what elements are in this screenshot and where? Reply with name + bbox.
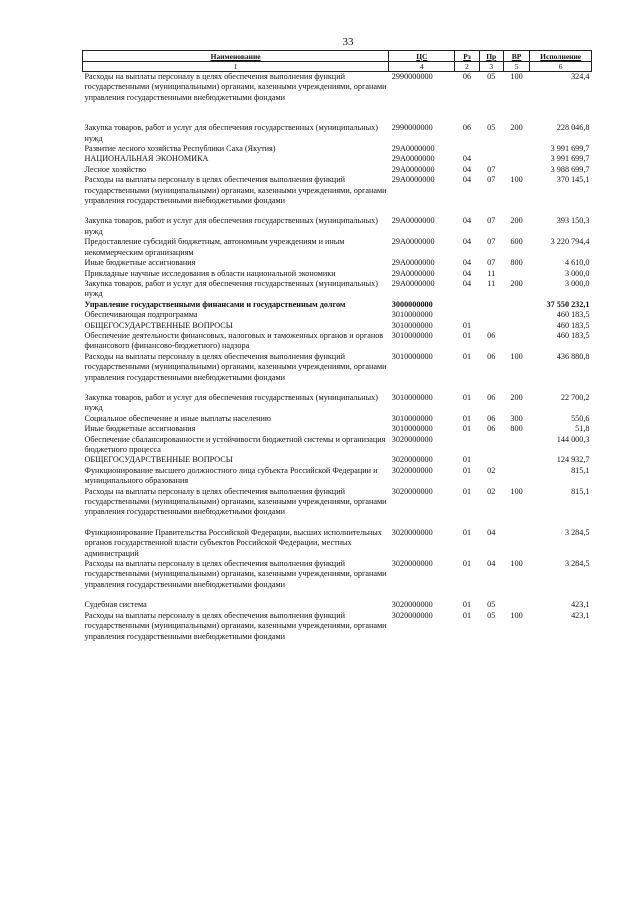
row-cs: 3020000000: [391, 559, 433, 569]
row-spacer: [83, 206, 592, 216]
header-rz: Рз: [455, 51, 479, 62]
row-cs: 29А0000000: [391, 258, 435, 268]
row-pr: 07: [487, 175, 496, 185]
row-name: Предоставление субсидий бюджетным, автономным учреждениям и иным некоммерческим организациям: [84, 237, 345, 257]
table-row: [83, 435, 592, 456]
table-row: [83, 72, 592, 104]
row-vr: 100: [510, 486, 523, 496]
row-spacer: [83, 590, 592, 600]
row-vr: 200: [510, 278, 523, 288]
table-header: [83, 51, 592, 72]
row-vr: 100: [510, 175, 523, 185]
row-exec: 124 932,7: [556, 455, 590, 465]
row-rz: 01: [462, 320, 472, 330]
row-pr: 07: [487, 258, 496, 268]
table-row: [83, 331, 592, 352]
header-num-exec: 6: [530, 62, 592, 72]
table-row: [83, 237, 592, 258]
header-number-row: [83, 62, 592, 72]
row-name: Обеспечивающая подпрограмма: [84, 310, 198, 320]
row-exec: 460 183,5: [556, 310, 590, 320]
row-vr: [503, 600, 529, 610]
row-vr: [503, 435, 529, 456]
row-rz: 04: [462, 237, 472, 247]
row-exec: 460 183,5: [556, 320, 590, 330]
row-name: Развитие лесного хозяйства Республики Саха (Якутия): [84, 144, 276, 154]
row-vr: 100: [510, 610, 523, 620]
row-pr: 06: [487, 424, 496, 434]
table-row: [83, 175, 592, 206]
row-pr: 07: [487, 164, 496, 174]
spacer-cell: [83, 206, 592, 216]
row-vr: 800: [510, 424, 523, 434]
row-rz: 04: [462, 278, 472, 288]
row-pr: 06: [487, 330, 496, 340]
row-rz: 06: [462, 72, 472, 81]
table-row: [83, 165, 592, 175]
table-row: [83, 466, 592, 487]
row-name: Обеспечение сбалансированности и устойчивости бюджетной системы и организация бюджетного процесса: [84, 434, 386, 454]
row-vr: 200: [510, 216, 523, 226]
row-rz: 01: [462, 351, 472, 361]
row-exec: 51,8: [575, 424, 590, 434]
row-cs: 29А0000000: [391, 268, 435, 278]
row-pr: [479, 321, 503, 331]
row-exec: 3 000,0: [564, 278, 590, 288]
row-rz: [455, 310, 479, 320]
row-pr: [479, 144, 503, 154]
row-rz: 01: [462, 527, 472, 537]
row-pr: 05: [487, 610, 496, 620]
table-row: [83, 279, 592, 300]
row-pr: 06: [487, 351, 496, 361]
table-row: [83, 611, 592, 642]
row-pr: [479, 154, 503, 164]
row-name: Управление государственными финансами и государственным долгом: [84, 299, 346, 309]
row-exec: 3 284,5: [564, 527, 590, 537]
row-rz: 01: [462, 455, 472, 465]
row-cs: 3020000000: [391, 527, 433, 537]
header-vr: ВР: [503, 51, 529, 62]
row-cs: 2990000000: [391, 123, 433, 133]
row-cs: 29А0000000: [391, 175, 435, 185]
row-rz: 01: [462, 424, 472, 434]
row-name: Расходы на выплаты персоналу в целях обеспечения выполнения функций государственными (муниципальными) органами, казенными учреждениями, органами управления государственными внебюджетными фондами: [84, 175, 387, 206]
row-rz: 01: [462, 610, 472, 620]
spacer-cell: [83, 113, 592, 123]
row-exec: 436 880,8: [556, 351, 590, 361]
table-row: [83, 321, 592, 331]
row-exec: 393 150,3: [556, 216, 590, 226]
row-cs: 29А0000000: [391, 164, 435, 174]
row-name: Функционирование Правительства Российской Федерации, высших исполнительных органов государственной власти субъектов Российской Федерации, местных администраций: [84, 527, 382, 558]
row-vr: [503, 310, 529, 320]
table-row: [83, 414, 592, 424]
row-rz: [455, 300, 479, 310]
row-vr: [503, 144, 529, 154]
row-pr: 04: [487, 559, 496, 569]
row-exec: 815,1: [571, 465, 590, 475]
header-num-rz: 2: [455, 62, 479, 72]
row-vr: [503, 154, 529, 164]
table-row: [83, 144, 592, 154]
row-vr: [503, 165, 529, 175]
table-row: [83, 258, 592, 268]
row-name: Лесное хозяйство: [84, 164, 147, 174]
row-rz: 01: [462, 465, 472, 475]
row-cs: 3010000000: [391, 413, 433, 423]
row-cs: 3020000000: [391, 610, 433, 620]
row-rz: [455, 435, 479, 456]
row-pr: 06: [487, 392, 496, 402]
spacer-cell: [83, 518, 592, 528]
row-name: Закупка товаров, работ и услуг для обеспечения государственных (муниципальных) нужд: [84, 123, 378, 143]
row-name: ОБЩЕГОСУДАРСТВЕННЫЕ ВОПРОСЫ: [84, 320, 233, 330]
row-cs: 29А0000000: [391, 278, 435, 288]
row-pr: 04: [487, 527, 496, 537]
row-vr: [503, 466, 529, 487]
row-pr: 02: [487, 465, 496, 475]
row-vr: 300: [510, 413, 523, 423]
row-rz: 01: [462, 486, 472, 496]
row-cs: 29А0000000: [391, 216, 435, 226]
row-exec: 3 000,0: [564, 268, 590, 278]
row-rz: 04: [462, 154, 472, 164]
row-cs: 29А0000000: [391, 144, 435, 154]
row-exec: 815,1: [571, 486, 590, 496]
spacer-cell: [83, 590, 592, 600]
row-cs: 29А0000000: [391, 154, 435, 164]
header-exec: Исполнение: [530, 51, 592, 62]
row-pr: 05: [487, 123, 496, 133]
row-pr: 05: [487, 600, 496, 610]
row-pr: 11: [487, 268, 496, 278]
row-cs: 3010000000: [391, 351, 433, 361]
row-pr: [479, 455, 503, 465]
row-pr: [479, 310, 503, 320]
header-num-cs: 4: [389, 62, 455, 72]
row-rz: 01: [462, 330, 472, 340]
row-exec: 228 046,8: [556, 123, 590, 133]
row-spacer: [83, 518, 592, 528]
row-vr: [503, 269, 529, 279]
row-vr: 100: [510, 72, 523, 81]
row-exec: 460 183,5: [556, 330, 590, 340]
table-row: [83, 154, 592, 164]
row-name: Судебная система: [84, 600, 147, 610]
row-name: Обеспечение деятельности финансовых, налоговых и таможенных органов и органов финансового (финансово-бюджетного) надзора: [84, 330, 384, 351]
row-name: Закупка товаров, работ и услуг для обеспечения государственных (муниципальных) нужд: [84, 216, 378, 236]
row-exec: 144 000,3: [556, 434, 590, 444]
row-cs: 3010000000: [391, 320, 433, 330]
table-row: [83, 352, 592, 383]
table-row: [83, 424, 592, 434]
table-row: [83, 559, 592, 590]
row-vr: 200: [510, 392, 523, 402]
header-num-name: 1: [83, 62, 389, 72]
row-name: Прикладные научные исследования в области национальной экономики: [84, 268, 336, 278]
row-exec: 550,6: [571, 413, 590, 423]
header-num-pr: 3: [479, 62, 503, 72]
row-name: Функционирование высшего должностного лица субъекта Российской Федерации и муниципального образования: [84, 465, 378, 486]
row-exec: 324,4: [571, 72, 590, 81]
row-cs: 3020000000: [391, 455, 433, 465]
budget-execution-table: [82, 50, 592, 642]
row-exec: 370 145,1: [556, 175, 590, 185]
row-cs: 3010000000: [391, 330, 433, 340]
row-rz: [455, 144, 479, 154]
row-rz: 01: [462, 392, 472, 402]
row-exec: 22 700,2: [560, 392, 590, 402]
row-vr: [503, 455, 529, 465]
table-row: [83, 393, 592, 414]
row-vr: 100: [510, 559, 523, 569]
row-name: Иные бюджетные ассигнования: [84, 258, 196, 268]
row-cs: 3020000000: [391, 486, 433, 496]
row-vr: 200: [510, 123, 523, 133]
header-name: Наименование: [83, 51, 389, 62]
table-row: [83, 310, 592, 320]
row-pr: 06: [487, 413, 496, 423]
row-vr: 800: [510, 258, 523, 268]
row-exec: 3 991 699,7: [550, 154, 590, 164]
row-cs: 3020000000: [391, 434, 433, 444]
row-spacer: [83, 103, 592, 113]
row-name: Иные бюджетные ассигнования: [84, 424, 196, 434]
row-name: НАЦИОНАЛЬНАЯ ЭКОНОМИКА: [84, 154, 209, 164]
table-row: [83, 487, 592, 518]
header-row: [83, 51, 592, 62]
table-row: [83, 528, 592, 559]
row-name: Расходы на выплаты персоналу в целях обеспечения выполнения функций государственными (муниципальными) органами, казенными учреждениями, органами управления государственными внебюджетными фондами: [84, 486, 387, 517]
row-pr: 11: [487, 278, 496, 288]
row-name: Расходы на выплаты персоналу в целях обеспечения выполнения функций государственными (муниципальными) органами, казенными учреждениями, органами управления государственными внебюджетными фондами: [84, 610, 387, 641]
row-exec: 423,1: [571, 610, 590, 620]
row-name: Социальное обеспечение и иные выплаты населению: [84, 413, 271, 423]
row-name: Расходы на выплаты персоналу в целях обеспечения выполнения функций государственными (муниципальными) органами, казенными учреждениями, органами управления государственными внебюджетными фондами: [84, 351, 387, 382]
row-cs: 2990000000: [391, 72, 433, 81]
row-name: Закупка товаров, работ и услуг для обеспечения государственных (муниципальных) нужд: [84, 392, 378, 413]
row-exec: 37 550 232,1: [546, 299, 590, 309]
row-rz: 04: [462, 216, 472, 226]
row-vr: [503, 300, 529, 310]
budget-table-container: [82, 50, 592, 642]
table-body: [83, 72, 592, 642]
row-exec: 423,1: [571, 600, 590, 610]
page-number: 33: [342, 36, 354, 48]
row-cs: 3010000000: [391, 392, 433, 402]
row-exec: 3 284,5: [564, 559, 590, 569]
row-rz: 01: [462, 559, 472, 569]
header-num-vr: 5: [503, 62, 529, 72]
table-row: [83, 216, 592, 237]
row-pr: 05: [487, 72, 496, 81]
row-pr: 07: [487, 237, 496, 247]
row-cs: 3020000000: [391, 600, 433, 610]
row-rz: 01: [462, 600, 472, 610]
table-row: [83, 600, 592, 610]
row-cs: 3020000000: [391, 465, 433, 475]
row-name: Расходы на выплаты персоналу в целях обеспечения выполнения функций государственными (муниципальными) органами, казенными учреждениями, органами управления государственными внебюджетными фондами: [84, 72, 387, 102]
row-rz: 04: [462, 175, 472, 185]
row-pr: 02: [487, 486, 496, 496]
row-rz: 04: [462, 268, 472, 278]
table-row: [83, 123, 592, 144]
row-rz: 06: [462, 123, 472, 133]
row-name: ОБЩЕГОСУДАРСТВЕННЫЕ ВОПРОСЫ: [84, 455, 233, 465]
row-exec: 4 610,0: [564, 258, 590, 268]
row-vr: [503, 528, 529, 559]
row-pr: 07: [487, 216, 496, 226]
row-pr: [479, 300, 503, 310]
spacer-cell: [83, 103, 592, 113]
row-cs: 3000000000: [391, 299, 433, 309]
header-cs: ЦС: [389, 51, 455, 62]
row-spacer: [83, 383, 592, 393]
row-rz: 04: [462, 164, 472, 174]
row-rz: 04: [462, 258, 472, 268]
row-exec: 3 991 699,7: [550, 144, 590, 154]
table-row: [83, 300, 592, 310]
row-vr: [503, 321, 529, 331]
row-spacer: [83, 113, 592, 123]
row-exec: 3 988 699,7: [550, 164, 590, 174]
row-cs: 3010000000: [391, 310, 433, 320]
row-vr: 600: [510, 237, 523, 247]
row-rz: 01: [462, 413, 472, 423]
header-pr: Пр: [479, 51, 503, 62]
row-cs: 29А0000000: [391, 237, 435, 247]
spacer-cell: [83, 383, 592, 393]
row-vr: [503, 331, 529, 352]
row-name: Закупка товаров, работ и услуг для обеспечения государственных (муниципальных) нужд: [84, 278, 378, 299]
row-vr: 100: [510, 351, 523, 361]
row-pr: [479, 435, 503, 456]
table-row: [83, 269, 592, 279]
row-name: Расходы на выплаты персоналу в целях обеспечения выполнения функций государственными (муниципальными) органами, казенными учреждениями, органами управления государственными внебюджетными фондами: [84, 559, 387, 589]
row-exec: 3 220 794,4: [550, 237, 590, 247]
table-row: [83, 455, 592, 465]
row-cs: 3010000000: [391, 424, 433, 434]
